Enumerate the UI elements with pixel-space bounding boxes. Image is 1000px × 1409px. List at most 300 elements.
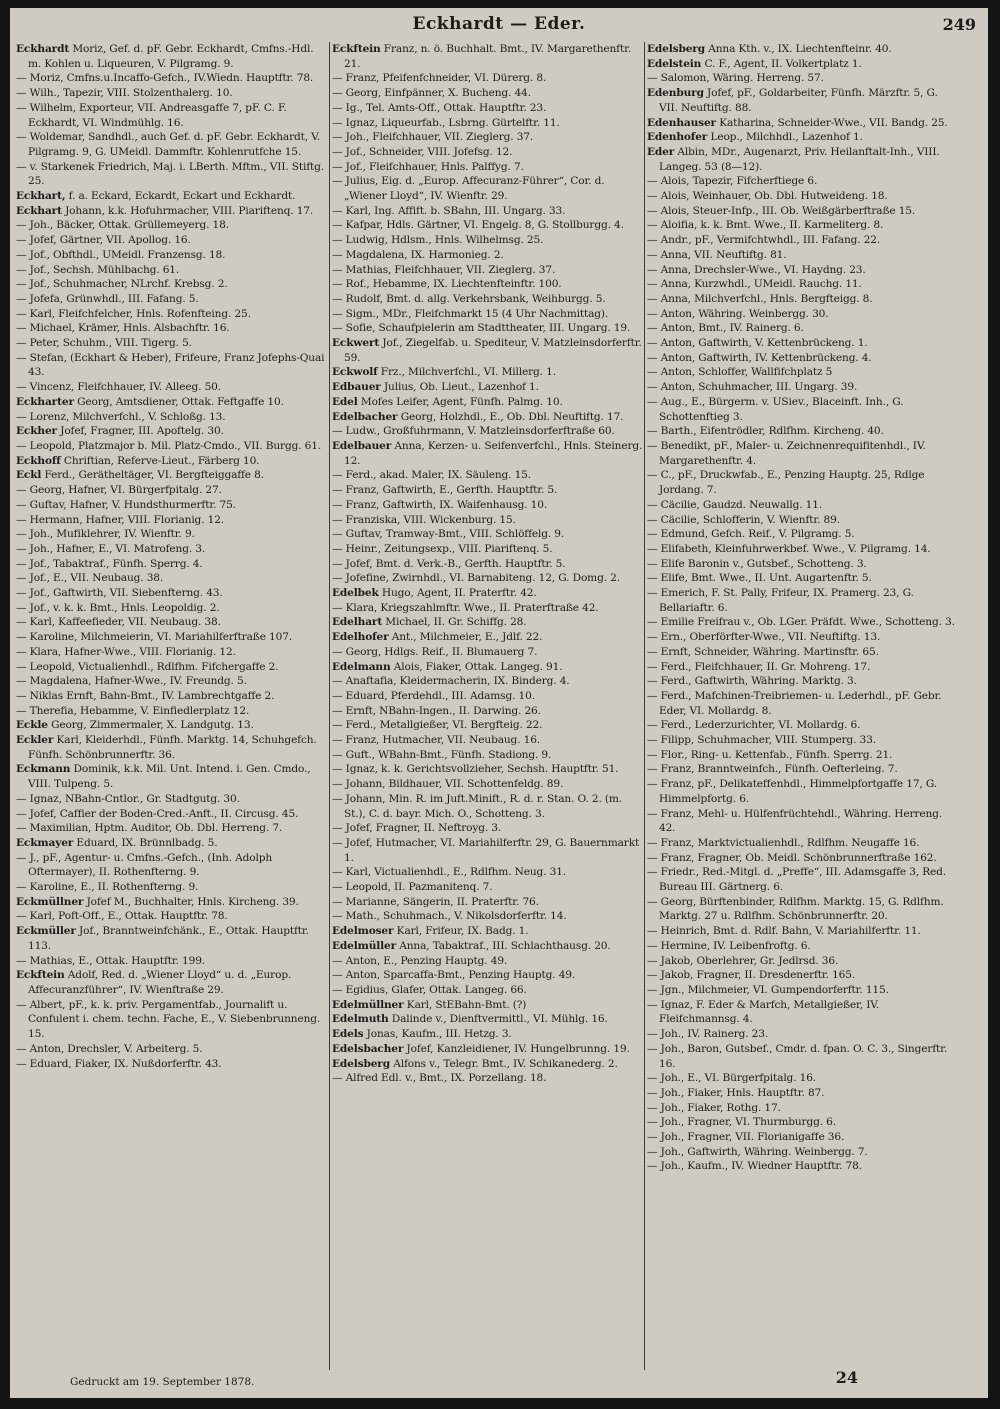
entry-surname: Edelbauer: [332, 439, 392, 452]
entry-surname: Eckmann: [16, 763, 71, 776]
column-divider: [644, 42, 645, 1370]
entry-text: — Franz, Fragner, Ob. Meidl. Schönbrunnerftraße 162.: [647, 851, 937, 864]
directory-entry: [332, 718, 644, 733]
entry-text: Johann, k.k. Hofuhrmacher, VIII. Piariftenq. 17.: [61, 204, 314, 217]
entry-text: — Benedikt, pF., Maler- u. Zeichnenrequifitenhdl., IV. Margarethenftr. 4.: [647, 439, 926, 467]
entry-text: — Ludwig, Hdlsm., Hnls. Wilhelmsg. 25.: [332, 234, 544, 247]
entry-surname: Edelmuth: [332, 1013, 389, 1026]
entry-surname: Edelmüller: [332, 939, 397, 952]
entry-text: — Ferd., Mafchinen-Treibriemen- u. Lederhdl., pF. Gebr. Eder, VI. Mollardg. 8.: [647, 689, 942, 717]
directory-entry: [647, 351, 959, 366]
directory-entry: [332, 277, 644, 292]
directory-entry: [647, 365, 959, 380]
entry-text: — Joh., Mufiklehrer, IV. Wienftr. 9.: [16, 528, 195, 541]
directory-entry: [16, 895, 328, 910]
entry-surname: Eckmayer: [16, 836, 74, 849]
directory-entry: [647, 998, 959, 1027]
directory-entry: [332, 571, 644, 586]
entry-text: — Julius, Eig. d. „Europ. Affecuranz-Führer“, Cor. d. „Wiener Lloyd“, IV. Wienftr. 29.: [332, 175, 605, 203]
entry-text: Anna, Kerzen- u. Seifenverfchl., Hnls. Steinerg. 12.: [344, 439, 643, 467]
directory-entry: [647, 468, 959, 497]
entry-text: — Ignaz, NBahn-Cntlor., Gr. Stadtgutg. 30.: [16, 792, 240, 805]
directory-entry: [332, 439, 644, 468]
entry-text: Dominik, k.k. Mil. Unt. Intend. i. Gen. Cmdo., VIII. Tulpeng. 5.: [28, 763, 311, 791]
directory-entry: [16, 527, 328, 542]
directory-entry: [16, 880, 328, 895]
entry-text: Anna Kth. v., IX. Liechtenfteinr. 40.: [705, 43, 892, 55]
directory-entry: [16, 733, 328, 762]
entry-text: — Kafpar, Hdls. Gärtner, VI. Engelg. 8, G. Stollburgg. 4.: [332, 219, 624, 232]
directory-entry: [647, 395, 959, 424]
directory-entry: [16, 248, 328, 263]
directory-entry: [16, 410, 328, 425]
directory-entry: [332, 542, 644, 557]
entry-text: — Franz, Marktvictualienhdl., Rdlfhm. Neugaffe 16.: [647, 836, 920, 849]
directory-column-3: [647, 42, 959, 1372]
entry-surname: Eckhart: [16, 204, 62, 217]
directory-entry: [332, 336, 644, 365]
directory-entry: [647, 939, 959, 954]
directory-entry: [16, 630, 328, 645]
directory-entry: [16, 718, 328, 733]
entry-text: f. a. Eckard, Eckardt, Eckart und Eckhardt.: [65, 190, 296, 203]
directory-entry: [647, 439, 959, 468]
directory-entry: [332, 586, 644, 601]
entry-text: — Guftav, Tramway-Bmt., VIII. Schlöffelg. 9.: [332, 528, 565, 541]
directory-entry: [647, 983, 959, 998]
entry-text: Michael, II. Gr. Schiffg. 28.: [382, 616, 527, 629]
directory-entry: [647, 748, 959, 763]
entry-text: Jofef, pF., Goldarbeiter, Fünfh. Märzftr. 5, G. VII. Neuftiftg. 88.: [659, 87, 938, 114]
entry-text: — Peter, Schuhm., VIII. Tigerg. 5.: [16, 337, 192, 350]
entry-text: — Rof., Hebamme, IX. Liechtenfteinftr. 100.: [332, 278, 562, 291]
directory-entry: [647, 1130, 959, 1145]
entry-text: — Joh., Fiaker, Rothg. 17.: [647, 1101, 781, 1114]
entry-text: — Michael, Krämer, Hnls. Alsbachftr. 16.: [16, 322, 230, 335]
entry-text: — Cäcilie, Schlofferin, V. Wienftr. 89.: [647, 513, 840, 526]
entry-text: — Ern., Oberförfter-Wwe., VII. Neuftiftg. 13.: [647, 631, 881, 644]
directory-entry: [332, 1027, 644, 1042]
directory-entry: [16, 424, 328, 439]
directory-entry: [332, 218, 644, 233]
entry-text: — Guftav, Hafner, V. Hundsthurmerftr. 75.: [16, 498, 236, 511]
directory-entry: [647, 645, 959, 660]
directory-entry: [647, 218, 959, 233]
entry-text: — Joh., Kaufm., IV. Wiedner Hauptftr. 78.: [647, 1160, 862, 1173]
entry-text: — Joh., Bäcker, Ottak. Grüllemeyerg. 18.: [16, 219, 229, 232]
entry-surname: Eckmüllner: [16, 895, 84, 908]
directory-entry: [332, 42, 644, 71]
directory-entry: [647, 380, 959, 395]
directory-entry: [16, 762, 328, 791]
entry-text: — Alois, Tapezir, Fifcherftiege 6.: [647, 175, 818, 188]
directory-entry: [16, 924, 328, 953]
entry-text: — Franz, Hutmacher, VII. Neubaug. 16.: [332, 734, 541, 747]
entry-text: — Ferd., Lederzurichter, VI. Mollardg. 6.: [647, 719, 861, 732]
entry-text: — Friedr., Red.-Mitgl. d. „Preffe“, III. Adamsgaffe 3, Red. Bureau III. Gärtnerg. 6.: [647, 866, 947, 894]
directory-page: [10, 8, 988, 1398]
entry-text: — Leopold, Platzmajor b. Mil. Platz-Cmdo., VII. Burgg. 61.: [16, 439, 322, 452]
entry-text: — Flor., Ring- u. Kettenfab., Fünfh. Sperrg. 21.: [647, 748, 893, 761]
directory-entry: [647, 895, 959, 924]
entry-text: — Jof., Gaftwirth, VII. Siebenfterng. 43.: [16, 587, 223, 600]
entry-text: — v. Starkenek Friedrich, Maj. i. LBerth. Mftm., VII. Stiftg. 25.: [16, 160, 324, 188]
directory-entry: [16, 498, 328, 513]
entry-surname: Edelbacher: [332, 410, 398, 423]
entry-text: Jof., Ziegelfab. u. Spediteur, V. Matzleinsdorferftr. 59.: [344, 337, 642, 364]
entry-surname: Eckler: [16, 734, 54, 747]
page-number: 249: [942, 15, 976, 34]
entry-text: — Jof., Sechsh. Mühlbachg. 61.: [16, 263, 180, 276]
entry-text: — Anton, Schloffer, Wallfifchplatz 5: [647, 366, 833, 379]
directory-entry: [16, 468, 328, 483]
entry-text: — Heinrich, Bmt. d. Rdlf. Bahn, V. Mariahilferftr. 11.: [647, 925, 921, 938]
column-divider: [329, 42, 330, 1370]
entry-text: — Karl, Kaffeefieder, VII. Neubaug. 38.: [16, 616, 221, 629]
entry-text: — Jofef, Fragner, II. Neftroyg. 3.: [332, 822, 502, 835]
entry-text: — Anton, Währing. Weinbergg. 30.: [647, 307, 829, 320]
entry-text: — Georg, Einfpänner, X. Bucheng. 44.: [332, 87, 531, 100]
entry-text: Georg, Amtsdiener, Ottak. Feftgaffe 10.: [73, 395, 284, 408]
entry-surname: Eckftein: [16, 969, 65, 982]
entry-text: — Jofefine, Zwirnhdl., VI. Barnabiteng. 12, G. Domg. 2.: [332, 572, 620, 585]
directory-entry: [647, 968, 959, 983]
entry-text: — Jof., Tabaktraf., Fünfh. Sperrg. 4.: [16, 557, 203, 570]
entry-text: — Joh., Fragner, VI. Thurmburgg. 6.: [647, 1116, 836, 1129]
directory-entry: [16, 586, 328, 601]
entry-surname: Eckftein: [332, 43, 381, 55]
directory-entry: [332, 777, 644, 792]
entry-surname: Edel: [332, 395, 358, 408]
directory-entry: [332, 424, 644, 439]
entry-text: — Mathias, Fleifchhauer, VII. Zieglerg. 37.: [332, 263, 556, 276]
directory-entry: [332, 292, 644, 307]
directory-entry: [647, 1071, 959, 1086]
directory-entry: [332, 660, 644, 675]
directory-entry: [16, 513, 328, 528]
entry-surname: Edelsbacher: [332, 1042, 404, 1055]
entry-text: Ant., Milchmeier, E., Jdlf. 22.: [388, 631, 543, 644]
directory-entry: [647, 807, 959, 836]
directory-entry: [647, 1027, 959, 1042]
print-date-note: Gedruckt am 19. September 1878.: [70, 1376, 255, 1388]
entry-text: — Wilh., Tapezir, VIII. Stolzenthalerg. 10.: [16, 87, 233, 100]
entry-surname: Edels: [332, 1028, 364, 1041]
directory-entry: [332, 307, 644, 322]
entry-text: — Jofef, Caffier der Boden-Cred.-Anft., II. Circusg. 45.: [16, 807, 299, 820]
entry-text: Ferd., Gerätheltäger, VI. Bergfteiggaffe 8.: [41, 469, 264, 482]
entry-surname: Edelbek: [332, 587, 379, 600]
directory-entry: [16, 380, 328, 395]
directory-entry: [16, 292, 328, 307]
directory-entry: [16, 218, 328, 233]
directory-entry: [647, 777, 959, 806]
directory-entry: [16, 557, 328, 572]
directory-entry: [16, 483, 328, 498]
entry-text: — Anton, Drechsler, V. Arbeiterg. 5.: [16, 1042, 203, 1055]
directory-entry: [647, 424, 959, 439]
entry-text: — Anna, Milchverfchl., Hnls. Bergfteigg. 8.: [647, 292, 873, 305]
directory-entry: [647, 1115, 959, 1130]
directory-entry: [647, 615, 959, 630]
entry-text: Franz, n. ö. Buchhalt. Bmt., IV. Margarethenftr. 21.: [344, 43, 632, 70]
entry-text: — Mathias, E., Ottak. Hauptftr. 199.: [16, 954, 206, 967]
directory-entry: [332, 601, 644, 616]
entry-text: — Ignaz, k. k. Gerichtsvollzieher, Sechsh. Hauptftr. 51.: [332, 763, 619, 776]
entry-text: — Hermann, Hafner, VIII. Florianig. 12.: [16, 513, 225, 526]
entry-text: Alois, Fiaker, Ottak. Langeg. 91.: [390, 660, 563, 673]
entry-text: — Georg, Bürftenbinder, Rdlfhm. Marktg. 15, G. Rdlfhm. Marktg. 27 u. Rdlfhm. Schönbrunnerftr. 20.: [647, 895, 944, 923]
entry-text: — Jofef, Gärtner, VII. Apollog. 16.: [16, 234, 191, 247]
directory-entry: [647, 116, 959, 131]
entry-text: Georg, Holzhdl., E., Ob. Dbl. Neuftiftg. 17.: [397, 410, 624, 423]
entry-surname: Eckher: [16, 425, 57, 438]
directory-entry: [332, 160, 644, 175]
directory-entry: [647, 733, 959, 748]
directory-entry: [16, 321, 328, 336]
entry-text: — Anton, Sparcaffa-Bmt., Penzing Hauptg. 49.: [332, 969, 576, 982]
directory-entry: [332, 762, 644, 777]
entry-text: — Hermine, IV. Leibenfroftg. 6.: [647, 939, 811, 952]
directory-entry: [332, 321, 644, 336]
entry-text: — Franz, pF., Delikateffenhdl., Himmelpfortgaffe 17, G. Himmelpfortg. 6.: [647, 778, 938, 805]
entry-surname: Edelstein: [647, 57, 702, 70]
entry-text: — Stefan, (Eckhart & Heber), Frifeure, Franz Jofephs-Quai 43.: [16, 351, 325, 379]
entry-surname: Eckhardt: [16, 43, 70, 55]
entry-text: — Jofef, Bmt. d. Verk.-B., Gerfth. Hauptftr. 5.: [332, 557, 566, 570]
entry-text: — Anna, VII. Neuftiftg. 81.: [647, 248, 787, 261]
directory-entry: [16, 189, 328, 204]
entry-surname: Edelsberg: [332, 1057, 390, 1070]
directory-entry: [16, 204, 328, 219]
entry-text: — Alois, Steuer-Infp., III. Ob. Weißgärberftraße 15.: [647, 204, 916, 217]
entry-text: — Filipp, Schuhmacher, VIII. Stumperg. 33.: [647, 734, 876, 747]
directory-entry: [647, 674, 959, 689]
directory-entry: [332, 395, 644, 410]
directory-entry: [332, 1071, 644, 1086]
directory-entry: [332, 998, 644, 1013]
directory-entry: [16, 277, 328, 292]
directory-entry: [332, 821, 644, 836]
entry-text: — Elife Baronin v., Gutsbef., Schotteng. 3.: [647, 557, 867, 570]
entry-text: — Marianne, Sängerin, II. Praterftr. 76.: [332, 895, 539, 908]
directory-entry: [16, 998, 328, 1042]
directory-entry: [16, 160, 328, 189]
directory-entry: [647, 189, 959, 204]
entry-text: — Karl, Ing. Affift. b. SBahn, III. Ungarg. 33.: [332, 204, 566, 217]
directory-entry: [332, 513, 644, 528]
entry-text: — Moriz, Cmfns.u.Incaffo-Gefch., IV.Wiedn. Hauptftr. 78.: [16, 72, 314, 85]
entry-text: Jofef, Fragner, III. Apoftelg. 30.: [57, 425, 224, 438]
entry-text: — Anton, Gaftwirth, IV. Kettenbrückeng. 4.: [647, 351, 872, 364]
directory-entry: [16, 351, 328, 380]
directory-entry: [332, 365, 644, 380]
directory-entry: [332, 954, 644, 969]
entry-surname: Edelmüllner: [332, 998, 404, 1011]
directory-entry: [332, 498, 644, 513]
directory-entry: [332, 880, 644, 895]
directory-entry: [647, 1086, 959, 1101]
directory-entry: [16, 307, 328, 322]
entry-text: — Georg, Hafner, VI. Bürgerfpitalg. 27.: [16, 484, 222, 497]
entry-text: — Vincenz, Fleifchhauer, IV. Alleeg. 50.: [16, 381, 221, 394]
entry-text: — Joh., Fragner, VII. Florianigaffe 36.: [647, 1131, 845, 1144]
directory-entry: [16, 233, 328, 248]
directory-entry: [332, 748, 644, 763]
directory-entry: [332, 792, 644, 821]
entry-text: — Ludw., Großfuhrmann, V. Matzleinsdorferftraße 60.: [332, 425, 615, 438]
directory-entry: [332, 674, 644, 689]
directory-entry: [647, 1145, 959, 1160]
entry-text: — Anton, Schuhmacher, III. Ungarg. 39.: [647, 381, 858, 394]
entry-text: — Jof., Schneider, VIII. Jofefsg. 12.: [332, 145, 513, 158]
directory-entry: [647, 233, 959, 248]
directory-entry: [16, 836, 328, 851]
entry-surname: Eckle: [16, 719, 48, 732]
directory-entry: [647, 263, 959, 278]
entry-surname: Edbauer: [332, 381, 381, 394]
entry-text: — Klara, Kriegszahlmftr. Wwe., II. Praterftraße 42.: [332, 601, 599, 614]
entry-text: — Eduard, Pferdehdl., III. Adamsg. 10.: [332, 689, 535, 702]
entry-text: Leop., Milchhdl., Lazenhof 1.: [707, 131, 863, 144]
directory-entry: [647, 71, 959, 86]
directory-entry: [332, 1012, 644, 1027]
directory-entry: [16, 792, 328, 807]
directory-entry: [332, 733, 644, 748]
directory-entry: [647, 321, 959, 336]
directory-entry: [332, 1057, 644, 1072]
entry-text: — Magdalena, Hafner-Wwe., IV. Freundg. 5.: [16, 675, 247, 688]
directory-entry: [647, 513, 959, 528]
entry-text: — Johann, Bildhauer, VII. Schottenfeldg. 89.: [332, 778, 564, 791]
directory-entry: [16, 336, 328, 351]
entry-text: — Ferd., Fleifchhauer, II. Gr. Mohreng. 17.: [647, 660, 871, 673]
entry-text: — Heinr., Zeitungsexp., VIII. Piariftenq. 5.: [332, 542, 553, 555]
directory-entry: [647, 292, 959, 307]
directory-entry: [16, 909, 328, 924]
directory-entry: [16, 968, 328, 997]
directory-entry: [332, 145, 644, 160]
directory-entry: [647, 174, 959, 189]
entry-text: Adolf, Red. d. „Wiener Lloyd“ u. d. „Europ. Affecuranzführer“, IV. Wienftraße 29.: [28, 969, 292, 996]
directory-entry: [332, 204, 644, 219]
entry-text: — Joh., Fleifchhauer, VII. Zieglerg. 37.: [332, 131, 534, 144]
entry-text: Eduard, IX. Brünnlbadg. 5.: [73, 836, 218, 849]
directory-entry: [647, 557, 959, 572]
entry-text: Jofef M., Buchhalter, Hnls. Kircheng. 39.: [83, 895, 299, 908]
entry-surname: Eckharter: [16, 395, 74, 408]
directory-column-2: [332, 42, 644, 1372]
page-header: [10, 14, 988, 40]
entry-surname: Edelhofer: [332, 631, 389, 644]
directory-entry: [332, 483, 644, 498]
directory-entry: [16, 615, 328, 630]
entry-text: — Anna, Drechsler-Wwe., VI. Haydng. 23.: [647, 263, 866, 276]
entry-text: — Sigm., MDr., Fleifchmarkt 15 (4 Uhr Nachmittag).: [332, 307, 609, 320]
entry-surname: Edelsberg: [647, 43, 705, 55]
directory-entry: [332, 924, 644, 939]
entry-text: — Edmund, Gefch. Reif., V. Pilgramg. 5.: [647, 528, 855, 541]
entry-text: — Egidius, Glafer, Ottak. Langeg. 66.: [332, 984, 527, 996]
entry-text: — Joh., Baron, Gutsbef., Cmdr. d. fpan. O. C. 3., Singerftr. 16.: [647, 1042, 948, 1070]
directory-entry: [647, 630, 959, 645]
entry-text: Dalinde v., Dienftvermittl., VI. Mühlg. 16.: [388, 1013, 608, 1026]
directory-entry: [332, 909, 644, 924]
directory-entry: [647, 204, 959, 219]
entry-text: — Wilhelm, Exporteur, VII. Andreasgaffe 7, pF. C. F. Eckhardt, VI. Windmühlg. 16.: [16, 101, 287, 129]
entry-text: — Ignaz, Liqueurfab., Lsbrng. Gürtelftr. 11.: [332, 116, 560, 129]
directory-entry: [647, 851, 959, 866]
entry-text: — Joh., Fiaker, Hnls. Hauptftr. 87.: [647, 1086, 825, 1099]
entry-text: — Ernft, Schneider, Währing. Martinsftr. 65.: [647, 645, 879, 658]
entry-text: — Emerich, F. St. Pally, Frifeur, IX. Pramerg. 23, G. Bellariaftr. 6.: [647, 587, 914, 614]
entry-text: Frz., Milchverfchl., VI. Millerg. 1.: [377, 366, 556, 379]
entry-text: — Johann, Min. R. im Juft.Minift., R. d. r. Stan. O. 2. (m. St.), C. d. bayr. Mich. O., Schotteng. 3.: [332, 792, 622, 820]
directory-entry: [647, 836, 959, 851]
directory-entry: [647, 1159, 959, 1174]
entry-text: Chriftian, Referve-Lieut., Färberg 10.: [60, 454, 260, 467]
entry-text: Georg, Zimmermaler, X. Landgutg. 13.: [47, 719, 254, 732]
entry-text: — Salomon, Wäring. Herreng. 57.: [647, 72, 824, 85]
directory-entry: [647, 865, 959, 894]
directory-entry: [332, 615, 644, 630]
entry-text: — Ignaz, F. Eder & Marfch, Metallgießer, IV. Fleifchmannsg. 4.: [647, 998, 880, 1026]
directory-entry: [332, 233, 644, 248]
directory-entry: [16, 42, 328, 71]
directory-entry: [332, 689, 644, 704]
entry-text: — Ferd., Gaftwirth, Währing. Marktg. 3.: [647, 675, 857, 688]
entry-text: Karl, StEBahn-Bmt. (?): [403, 998, 527, 1011]
entry-text: — Jof., v. k. k. Bmt., Hnls. Leopoldig. 2.: [16, 601, 220, 614]
entry-text: — Anton, E., Penzing Hauptg. 49.: [332, 954, 508, 967]
directory-entry: [16, 101, 328, 130]
directory-entry: [16, 954, 328, 969]
entry-text: — Anton, Bmt., IV. Rainerg. 6.: [647, 322, 804, 335]
directory-entry: [16, 807, 328, 822]
directory-column-1: [16, 42, 328, 1372]
entry-text: — Ferd., akad. Maler, IX. Säuleng. 15.: [332, 469, 531, 482]
directory-entry: [16, 86, 328, 101]
entry-text: — Lorenz, Milchverfchl., V. Schloßg. 13.: [16, 410, 226, 423]
entry-text: — Emilie Freifrau v., Ob. LGer. Präfdt. Wwe., Schotteng. 3.: [647, 616, 955, 629]
entry-text: — C., pF., Druckwfab., E., Penzing Hauptg. 25, Rdlge Jordang. 7.: [647, 469, 925, 497]
entry-text: — Leopold, Victualienhdl., Rdlfhm. Fifchergaffe 2.: [16, 660, 279, 673]
directory-entry: [647, 277, 959, 292]
entry-text: — Jof., E., VII. Neubaug. 38.: [16, 572, 164, 585]
entry-text: Moriz, Gef. d. pF. Gebr. Eckhardt, Cmfns.-Hdl. m. Kohlen u. Liqueuren, V. Pilgramg. 9.: [28, 43, 314, 70]
directory-entry: [647, 336, 959, 351]
entry-text: — Karoline, Milchmeierin, VI. Mariahilferftraße 107.: [16, 631, 293, 644]
entry-surname: Edelmann: [332, 660, 391, 673]
entry-text: Hugo, Agent, II. Praterftr. 42.: [378, 587, 537, 600]
directory-entry: [332, 704, 644, 719]
entry-text: — Aug., E., Bürgerm. v. USiev., Blaceinft. Inh., G. Schottenftieg 3.: [647, 395, 904, 423]
directory-entry: [16, 454, 328, 469]
entry-text: — Andr., pF., Vermifchtwhdl., III. Fafang. 22.: [647, 234, 881, 247]
entry-text: — Sofie, Schaufpielerin am Stadttheater, III. Ungarg. 19.: [332, 322, 631, 335]
directory-entry: [332, 939, 644, 954]
directory-entry: [332, 968, 644, 983]
entry-text: — Georg, Hdlgs. Reif., II. Blumauerg 7.: [332, 645, 538, 658]
directory-entry: [647, 542, 959, 557]
directory-entry: [16, 439, 328, 454]
entry-surname: Eder: [647, 145, 675, 158]
entry-surname: Edenburg: [647, 87, 704, 100]
entry-text: C. F., Agent, II. Volkertplatz 1.: [701, 57, 862, 70]
directory-entry: [647, 762, 959, 777]
entry-text: — Anaftafia, Kleidermacherin, IX. Binderg. 4.: [332, 675, 570, 688]
entry-text: — Joh., Hafner, E., VI. Matrofeng. 3.: [16, 542, 206, 555]
